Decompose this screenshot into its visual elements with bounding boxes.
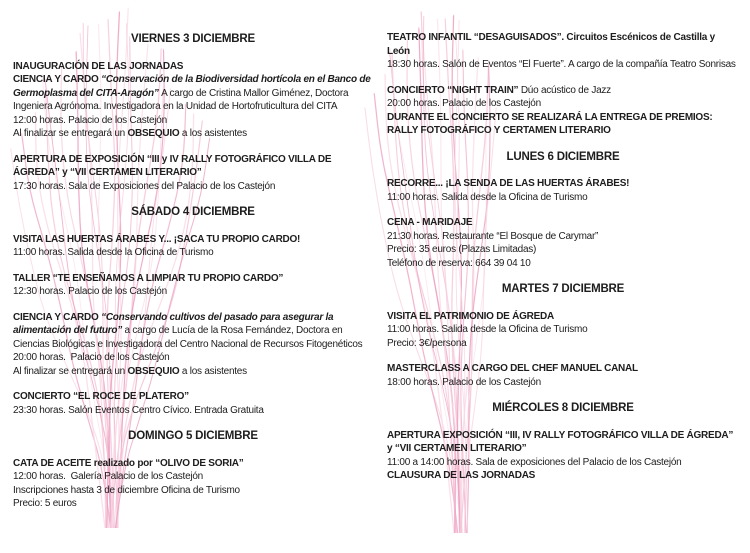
left-column — [13, 0, 373, 523]
event-masterclass-chef — [387, 362, 739, 389]
event-ciencia-cardo-2 — [13, 311, 373, 379]
event-apertura-exposicion-2 — [387, 429, 739, 483]
event-precio-patrimonio: Precio: 3€/persona — [387, 337, 467, 349]
day-header-domingo-5: DOMINGO 5 DICIEMBRE — [128, 430, 258, 442]
event-telefono-cena: Teléfono de reserva: 664 39 04 10 — [387, 257, 531, 269]
event-title-cata: CATA DE ACEITE realizado por “OLIVO DE SORIA” — [13, 457, 244, 469]
event-time-concierto-platero: 23:30 horas. Salón Eventos Centro Cívico. Entrada Gratuita — [13, 404, 264, 416]
event-gift-note-2 — [13, 365, 373, 379]
event-title-concierto-platero: CONCIERTO “EL ROCE DE PLATERO” — [13, 391, 189, 402]
event-time-taller: 12:30 horas. Palacio de los Castejón — [13, 286, 167, 297]
gift-note-post: a los asistentes — [179, 365, 247, 377]
event-title-teatro: TEATRO INFANTIL “DESAGUISADOS”. Circuitos Escénicos de Castilla y León — [387, 32, 718, 57]
event-teatro-infantil — [387, 31, 739, 72]
event-description-ciencia-2 — [13, 311, 373, 352]
event-time-visita-huertas: 11:00 horas. Salida desde la Oficina de Turismo — [13, 247, 214, 258]
event-subtitle-night-train: Dúo acústico de Jazz — [520, 84, 611, 96]
event-inscripciones-cata: Inscripciones hasta 3 de diciembre Oficina de Turismo — [13, 484, 240, 496]
right-column — [387, 0, 739, 495]
event-time-teatro: 18:30 horas. Salón de Eventos “El Fuerte”. A cargo de la compañía Teatro Sonrisas — [387, 59, 736, 70]
day-header-martes-7: MARTES 7 DICIEMBRE — [501, 283, 625, 295]
event-time-patrimonio: 11:00 horas. Salida desde la Oficina de Turismo — [387, 324, 588, 335]
event-taller-limpiar-cardo — [13, 272, 373, 299]
event-time-ciencia-2: 20:00 horas. Palacio de los Castejón — [13, 352, 170, 363]
event-title-masterclass: MASTERCLASS A CARGO DEL CHEF MANUEL CANAL — [387, 363, 638, 374]
event-concierto-night-train — [387, 84, 739, 138]
day-header-viernes-3: VIERNES 3 DICIEMBRE — [130, 33, 255, 45]
event-precio-cata: Precio: 5 euros — [13, 498, 77, 509]
event-title-recorre: RECORRE... ¡LA SENDA DE LAS HUERTAS ÁRABES! — [387, 178, 630, 189]
day-header-sabado-4: SÁBADO 4 DICIEMBRE — [131, 206, 255, 218]
event-time-masterclass: 18:00 horas. Palacio de los Castejón — [387, 376, 541, 388]
event-speaker-ciencia-2: a cargo de Lucía de la Rosa Fernández, Doctora en Ciencias Biológicas e Investigadora del Centro Nacional de Recursos Fitogenéticos — [13, 325, 363, 350]
gift-note-pre: Al finalizar se entregará un — [13, 365, 128, 377]
event-time-recorre: 11:00 horas. Salida desde la Oficina de Turismo — [387, 191, 588, 203]
event-clausura: CLAUSURA DE LAS JORNADAS — [387, 470, 536, 481]
event-title-apertura: APERTURA DE EXPOSICIÓN “III y IV RALLY FOTOGRÁFICO VILLA DE ÁGREDA” y “VII CERTAMEN LITERARIO” — [13, 153, 334, 178]
day-header-lunes-6: LUNES 6 DICIEMBRE — [506, 150, 620, 163]
right-column-top-spacer — [387, 0, 739, 31]
event-time-apertura-2: 11:00 a 14:00 horas. Sala de exposiciones del Palacio de los Castejón — [387, 456, 682, 468]
event-quote-ciencia-1: “Conservación de la Biodiversidad hortícola en el Banco de Germoplasma del CITA-Aragón” — [13, 74, 374, 99]
gift-note-post: a los asistentes — [179, 128, 247, 139]
gift-note-bold: OBSEQUIO — [127, 128, 180, 139]
event-time-cena: 21:30 horas. Restaurante “El Bosque de Carymar” — [387, 230, 599, 242]
event-title-patrimonio: VISITA EL PATRIMONIO DE ÁGREDA — [387, 310, 554, 322]
event-concierto-platero — [13, 390, 373, 417]
event-title-inauguracion: INAUGURACIÓN DE LAS JORNADAS — [13, 60, 184, 72]
event-speaker-ciencia-1: A cargo de Cristina Mallor Giménez, Doctora Ingeniera Agrónoma. Investigadora en la Unidad de Hortofruticultura del CITA — [13, 87, 351, 112]
event-description-ciencia-1 — [13, 73, 373, 114]
event-visita-huertas — [13, 233, 373, 260]
event-cata-aceite — [13, 457, 373, 511]
event-precio-cena: Precio: 35 euros (Plazas Limitadas) — [387, 244, 537, 255]
event-title-ciencia-2: CIENCIA Y CARDO — [13, 311, 102, 323]
event-recorre-senda — [387, 177, 739, 204]
event-gift-note-1 — [13, 127, 373, 141]
gift-note-bold: OBSEQUIO — [127, 365, 180, 377]
event-quote-ciencia-2: “Conservando cultivos del pasado para asegurar la alimentación del futuro” — [13, 311, 336, 336]
event-time-ciencia-1: 12:00 horas. Palacio de los Castejón — [13, 114, 167, 126]
event-inauguracion-ciencia — [13, 60, 373, 141]
event-visita-patrimonio — [387, 310, 739, 351]
event-title-cena: CENA - MARIDAJE — [387, 217, 473, 228]
day-header-miercoles-8: MIÉRCOLES 8 DICIEMBRE — [492, 402, 634, 414]
event-title-line-night-train — [387, 84, 739, 98]
event-title-ciencia-1: CIENCIA Y CARDO — [13, 74, 102, 85]
event-title-visita-huertas: VISITA LAS HUERTAS ÁRABES Y... ¡SACA TU PROPIO CARDO! — [13, 233, 301, 245]
event-time-cata: 12:00 horas. Galería Palacio de los Castejón — [13, 471, 203, 482]
event-title-taller: TALLER “TE ENSEÑAMOS A LIMPIAR TU PROPIO CARDO” — [13, 272, 284, 284]
event-time-night-train: 20:00 horas. Palacio de los Castejón — [387, 98, 541, 109]
event-premios-line-1: DURANTE EL CONCIERTO SE REALIZARÁ LA ENTREGA DE PREMIOS: — [387, 111, 713, 123]
event-cena-maridaje — [387, 216, 739, 270]
event-apertura-exposicion — [13, 153, 373, 194]
gift-note-pre: Al finalizar se entregará un — [13, 128, 128, 139]
event-title-night-train: CONCIERTO “NIGHT TRAIN” — [387, 84, 521, 96]
event-premios-line-2: RALLY FOTOGRÁFICO Y CERTAMEN LITERARIO — [387, 125, 611, 136]
event-title-apertura-2: APERTURA EXPOSICIÓN “III, IV RALLY FOTOGRÁFICO VILLA DE ÁGREDA” y “VII CERTAMEN LITERARIO” — [387, 429, 736, 454]
event-time-apertura: 17:30 horas. Sala de Exposiciones del Palacio de los Castejón — [13, 180, 276, 192]
